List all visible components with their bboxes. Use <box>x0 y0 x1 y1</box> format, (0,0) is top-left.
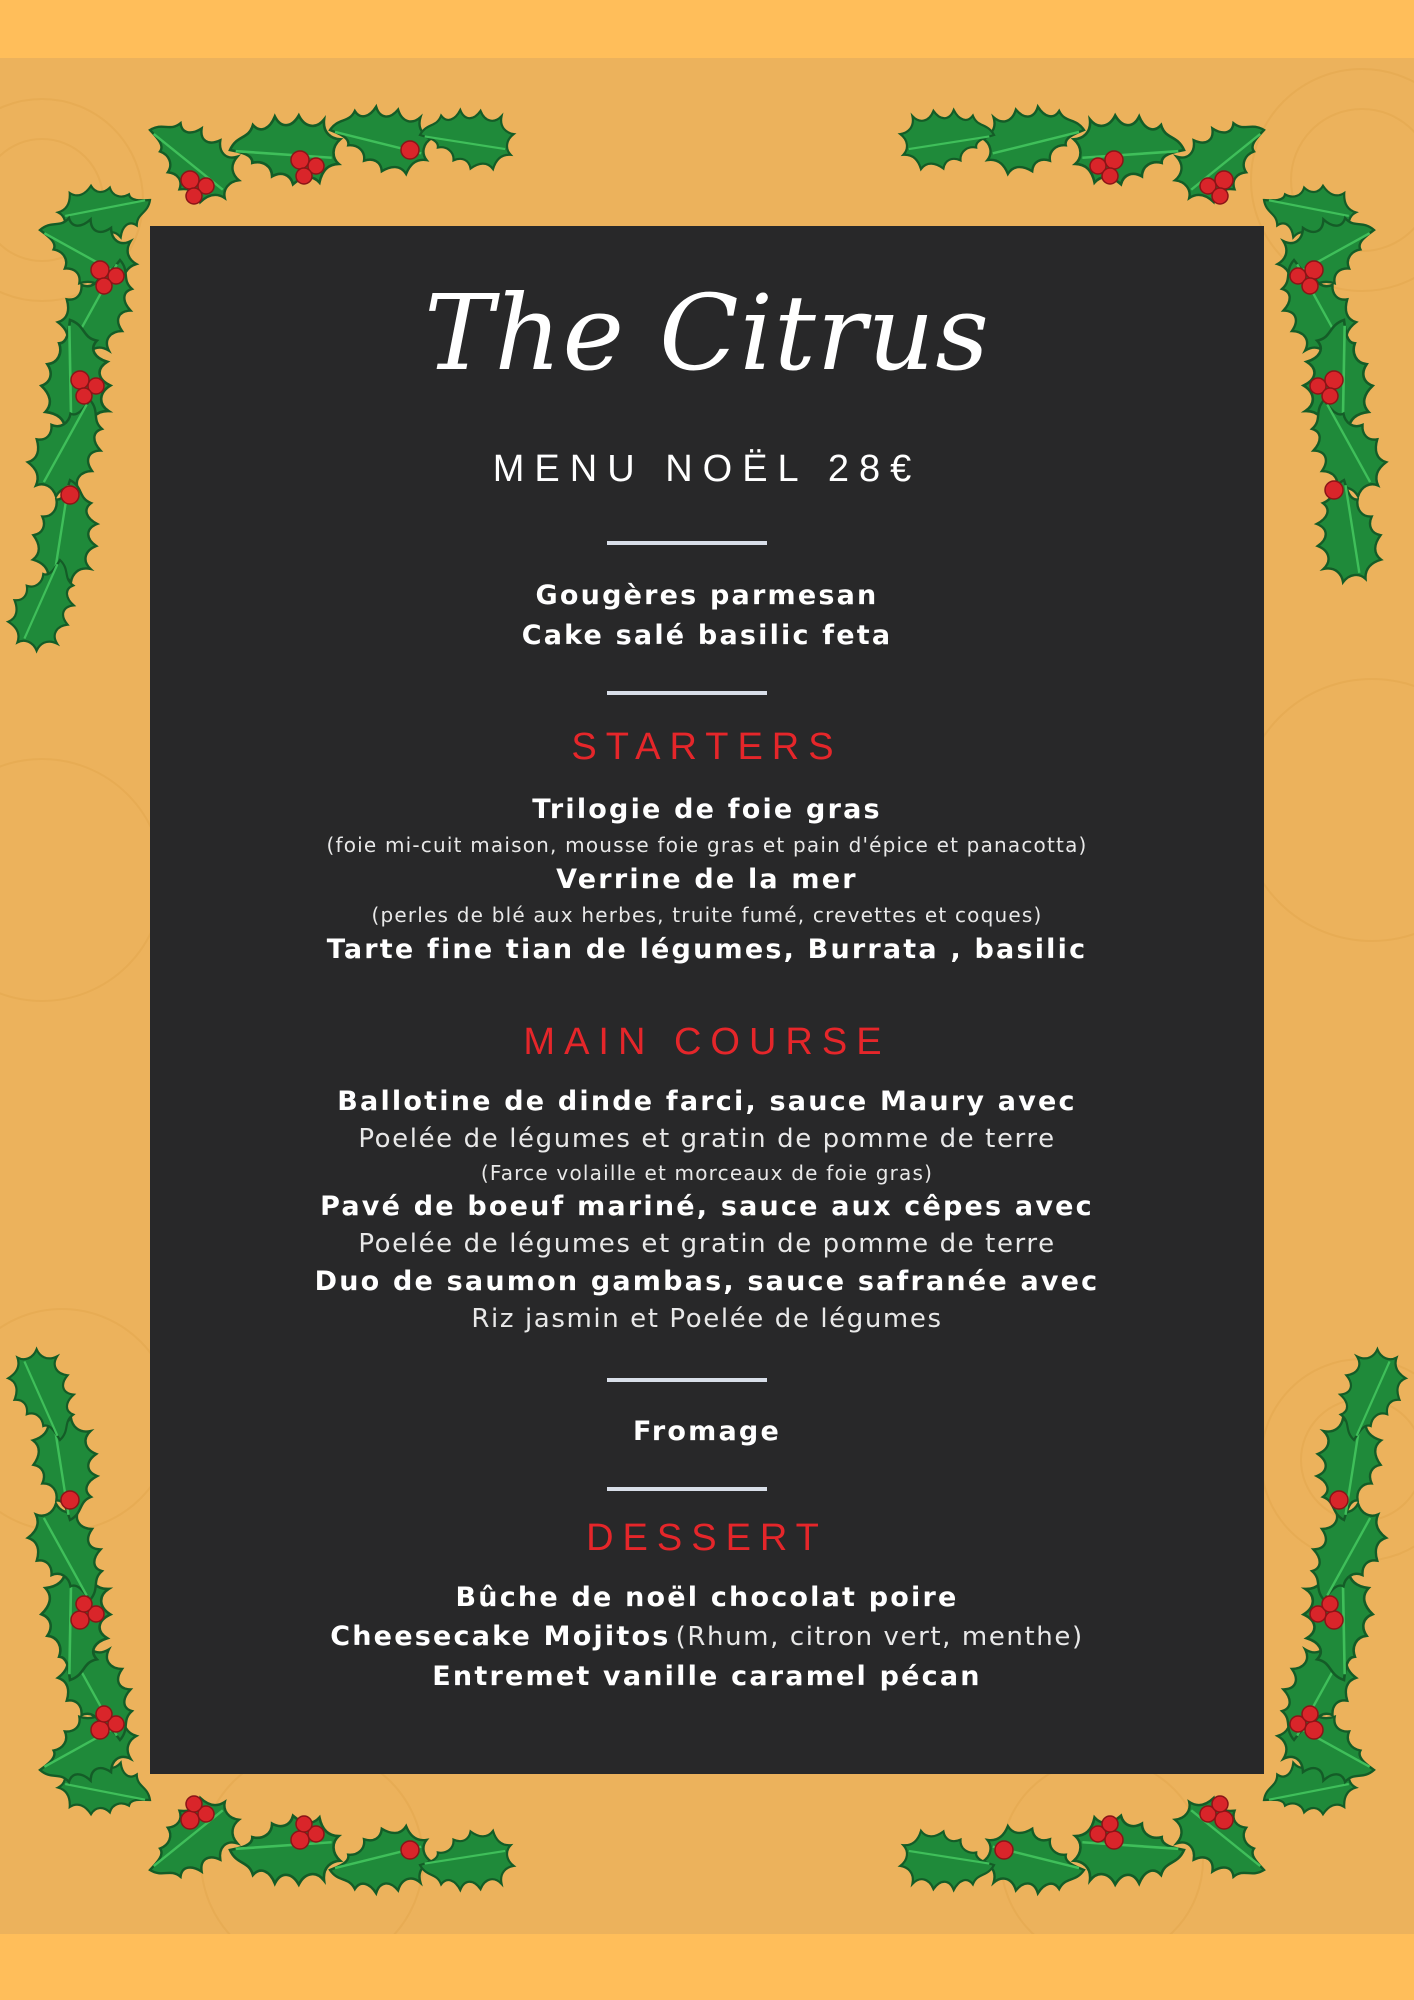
main-item-side: Poelée de légumes et gratin de pomme de terre <box>358 1124 1056 1154</box>
dessert-item-name: Bûche de noël chocolat poire <box>455 1582 959 1613</box>
main-item-name: Ballotine de dinde farci, sauce Maury avec <box>337 1086 1077 1117</box>
restaurant-name: The Citrus <box>424 272 990 394</box>
divider <box>607 691 767 695</box>
section-heading-dessert: DESSERT <box>586 1517 828 1559</box>
divider <box>607 541 767 545</box>
starter-item-name: Trilogie de foie gras <box>532 794 882 825</box>
dessert-item <box>150 1621 1264 1652</box>
divider <box>607 1378 767 1382</box>
starter-item-name: Tarte fine tian de légumes, Burrata , basilic <box>326 934 1088 965</box>
main-item-side: Riz jasmin et Poelée de légumes <box>471 1304 943 1334</box>
appetizer-item: Cake salé basilic feta <box>521 620 893 651</box>
section-heading-main-course: MAIN COURSE <box>523 1021 891 1063</box>
main-item-detail: (Farce volaille et morceaux de foie gras) <box>480 1161 934 1185</box>
divider <box>607 1487 767 1491</box>
dessert-item-name: Entremet vanille caramel pécan <box>432 1661 982 1692</box>
cheese-course: Fromage <box>633 1416 781 1447</box>
main-item-name: Pavé de boeuf mariné, sauce aux cêpes avec <box>320 1191 1094 1222</box>
menu-title: MENU NOËL 28€ <box>492 448 922 490</box>
dessert-item-name: Cheesecake Mojitos <box>330 1621 671 1652</box>
main-item-name: Duo de saumon gambas, sauce safranée avec <box>314 1266 1100 1297</box>
appetizer-item: Gougères parmesan <box>535 580 879 611</box>
dessert-item-detail: (Rhum, citron vert, menthe) <box>675 1622 1084 1652</box>
starter-item-detail: (foie mi-cuit maison, mousse foie gras et pain d'épice et panacotta) <box>326 833 1088 857</box>
starter-item-name: Verrine de la mer <box>556 864 858 895</box>
section-heading-starters: STARTERS <box>571 726 843 768</box>
starter-item-detail: (perles de blé aux herbes, truite fumé, crevettes et coques) <box>371 903 1043 927</box>
main-item-side: Poelée de légumes et gratin de pomme de terre <box>358 1229 1056 1259</box>
